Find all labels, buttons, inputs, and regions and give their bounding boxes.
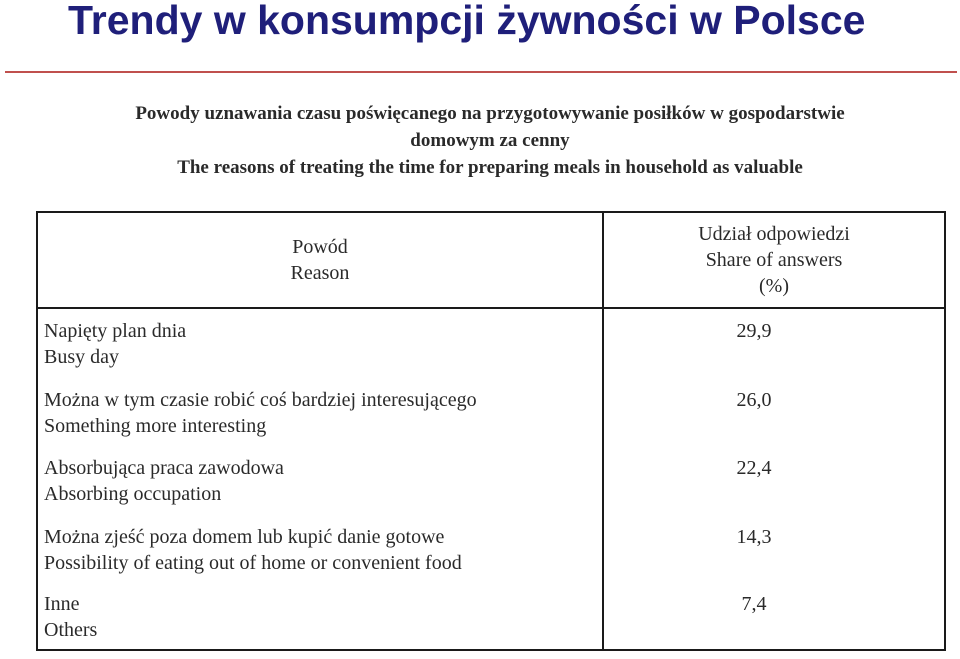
table-row: [38, 524, 944, 592]
caption-english: The reasons of treating the time for preparing meals in household as valuable: [177, 157, 803, 178]
share-value: 22,4: [736, 457, 772, 479]
header-reason-en: Reason: [290, 262, 350, 284]
header-share: [604, 213, 944, 307]
caption-polish-line-1: Powody uznawania czasu poświęcanego na przygotowywanie posiłków w gospodarstwie: [135, 103, 845, 124]
caption-polish-line-2: domowym za cenny: [410, 130, 570, 151]
table-row: [38, 318, 944, 386]
reasons-table: [36, 211, 946, 651]
reason-pl: Napięty plan dnia: [44, 320, 187, 342]
table-row: [38, 455, 944, 523]
header-reason-pl: Powód: [292, 236, 348, 258]
slide-title: Trendy w konsumpcji żywności w Polsce: [68, 0, 866, 43]
reason-pl: Można zjeść poza domem lub kupić danie gotowe: [44, 526, 445, 548]
reason-cell: [44, 318, 596, 370]
share-value: 29,9: [736, 320, 772, 342]
reason-en: Others: [44, 619, 98, 641]
reason-en: Absorbing occupation: [44, 483, 222, 505]
title-underline: [5, 71, 957, 73]
reason-pl: Absorbująca praca zawodowa: [44, 457, 284, 479]
share-value: 14,3: [736, 526, 772, 548]
header-share-en: Share of answers: [705, 249, 843, 271]
table-caption: [40, 100, 940, 181]
table-row: [38, 591, 944, 659]
header-share-unit: (%): [759, 275, 789, 297]
table-row: [38, 387, 944, 455]
reason-en: Busy day: [44, 346, 119, 368]
share-value: 7,4: [741, 593, 767, 615]
share-value: 26,0: [736, 389, 772, 411]
reason-cell: [44, 524, 596, 576]
header-divider: [38, 307, 944, 309]
reason-cell: [44, 455, 596, 507]
reason-cell: [44, 387, 596, 439]
reason-en: Possibility of eating out of home or convenient food: [44, 552, 462, 574]
reason-en: Something more interesting: [44, 415, 267, 437]
reason-pl: Można w tym czasie robić coś bardziej interesującego: [44, 389, 477, 411]
header-share-pl: Udział odpowiedzi: [698, 223, 850, 245]
reason-cell: [44, 591, 596, 643]
header-reason: [38, 213, 602, 307]
reason-pl: Inne: [44, 593, 80, 615]
